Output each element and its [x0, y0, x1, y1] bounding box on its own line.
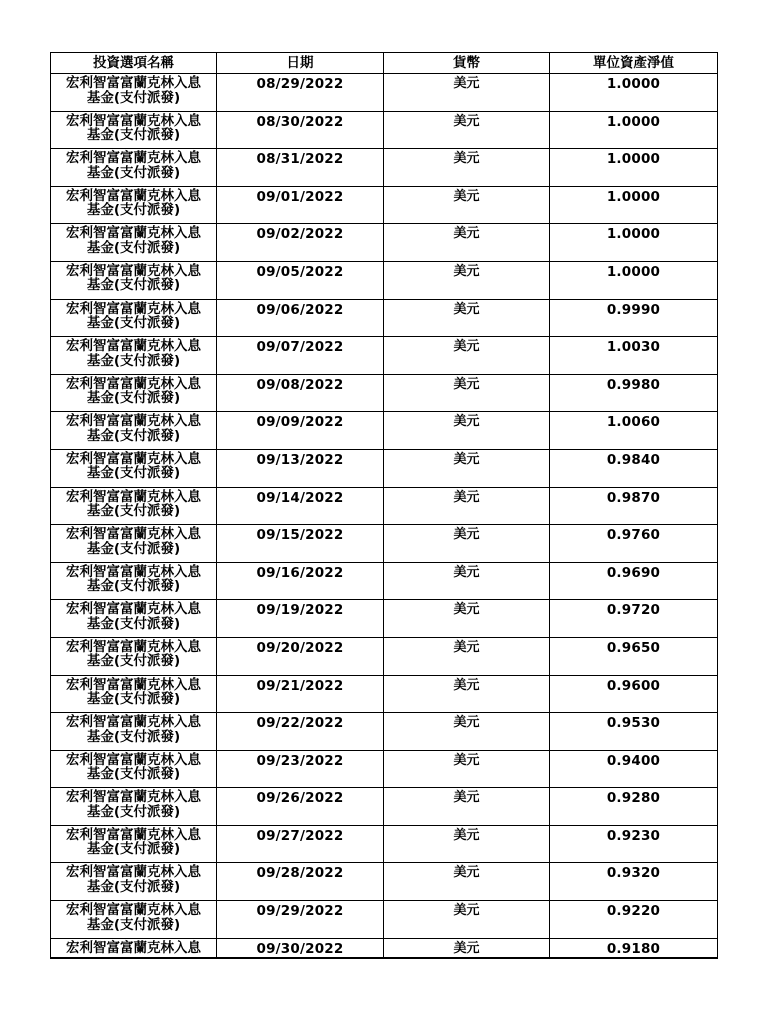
date-cell: 09/15/2022: [217, 525, 384, 563]
unit-nav-cell: 0.9530: [550, 713, 718, 751]
unit-nav-cell: 0.9990: [550, 299, 718, 337]
fund-name-line-1: 宏利智富富蘭克林入息: [66, 526, 201, 543]
currency-cell: 美元: [384, 487, 550, 525]
fund-name-cell: [51, 74, 217, 112]
fund-name-cell: [51, 713, 217, 751]
fund-name-cell: [51, 525, 217, 563]
fund-name-line-2: 基金(支付派發): [86, 540, 181, 557]
fund-name-line-2: 基金(支付派發): [86, 615, 181, 632]
fund-name-line-1: 宏利智富富蘭克林入息: [66, 262, 201, 279]
table-row: [51, 600, 718, 638]
fund-name-line-2: 基金(支付派發): [86, 803, 181, 820]
fund-name-line-1: 宏利智富富蘭克林入息: [66, 714, 201, 731]
table-row: [51, 675, 718, 713]
table-row: [51, 863, 718, 901]
fund-name-line-2: 基金(支付派發): [86, 503, 181, 520]
currency-cell: 美元: [384, 750, 550, 788]
unit-nav-cell: 0.9180: [550, 938, 718, 958]
fund-name-line-1: 宏利智富富蘭克林入息: [66, 187, 201, 204]
fund-name-line-1: 宏利智富富蘭克林入息: [66, 601, 201, 618]
fund-name-line-1: 宏利智富富蘭克林入息: [66, 338, 201, 355]
table-row: [51, 825, 718, 863]
nav-price-table: [50, 52, 718, 959]
fund-name-cell: [51, 600, 217, 638]
fund-name-cell: [51, 412, 217, 450]
fund-name-cell: [51, 449, 217, 487]
fund-name-cell: [51, 487, 217, 525]
date-cell: 09/16/2022: [217, 562, 384, 600]
unit-nav-cell: 0.9650: [550, 637, 718, 675]
date-cell: 09/09/2022: [217, 412, 384, 450]
currency-cell: 美元: [384, 713, 550, 751]
unit-nav-cell: 1.0000: [550, 111, 718, 149]
currency-cell: 美元: [384, 261, 550, 299]
fund-name-cell: [51, 788, 217, 826]
fund-name-line-2: 基金(支付派發): [86, 465, 181, 482]
currency-cell: 美元: [384, 825, 550, 863]
table-row: [51, 111, 718, 149]
fund-name-cell: [51, 111, 217, 149]
unit-nav-cell: 0.9760: [550, 525, 718, 563]
unit-nav-cell: 0.9400: [550, 750, 718, 788]
date-cell: 09/20/2022: [217, 637, 384, 675]
table-row: [51, 74, 718, 112]
fund-name-line-2: 基金(支付派發): [86, 916, 181, 933]
fund-name-line-1: 宏利智富富蘭克林入息: [66, 939, 201, 956]
fund-name-cell: [51, 637, 217, 675]
table-row: [51, 713, 718, 751]
fund-name-line-1: 宏利智富富蘭克林入息: [66, 75, 201, 91]
unit-nav-cell: 0.9690: [550, 562, 718, 600]
unit-nav-cell: 0.9230: [550, 825, 718, 863]
date-cell: 09/30/2022: [217, 938, 384, 958]
fund-name-line-1: 宏利智富富蘭克林入息: [66, 375, 201, 392]
date-cell: 09/28/2022: [217, 863, 384, 901]
fund-name-cell: [51, 938, 217, 958]
fund-name-line-2: 基金(支付派發): [86, 841, 181, 858]
fund-name-line-1: 宏利智富富蘭克林入息: [66, 563, 201, 580]
unit-nav-cell: 1.0000: [550, 149, 718, 187]
currency-cell: 美元: [384, 863, 550, 901]
date-cell: 09/21/2022: [217, 675, 384, 713]
fund-name-line-2: 基金(支付派發): [86, 352, 181, 369]
currency-cell: 美元: [384, 525, 550, 563]
fund-name-line-1: 宏利智富富蘭克林入息: [66, 150, 201, 167]
unit-nav-cell: 1.0000: [550, 186, 718, 224]
fund-name-line-2: 基金(支付派發): [86, 277, 181, 294]
currency-cell: 美元: [384, 938, 550, 958]
table-header: [51, 53, 718, 74]
date-cell: 09/27/2022: [217, 825, 384, 863]
table-body: [51, 74, 718, 959]
fund-name-line-1: 宏利智富富蘭克林入息: [66, 225, 201, 242]
header-fund-name: 投資選項名稱: [51, 53, 217, 74]
date-cell: 09/26/2022: [217, 788, 384, 826]
unit-nav-cell: 0.9600: [550, 675, 718, 713]
fund-name-cell: [51, 750, 217, 788]
table-row: [51, 562, 718, 600]
table-row: [51, 299, 718, 337]
currency-cell: 美元: [384, 412, 550, 450]
fund-name-line-1: 宏利智富富蘭克林入息: [66, 751, 201, 768]
table-row: [51, 149, 718, 187]
fund-name-line-1: 宏利智富富蘭克林入息: [66, 413, 201, 430]
table-row: [51, 224, 718, 262]
fund-name-line-2: 基金(支付派發): [86, 691, 181, 707]
fund-name-line-2: 基金(支付派發): [86, 578, 181, 595]
table-row: [51, 938, 718, 958]
currency-cell: 美元: [384, 186, 550, 224]
fund-name-line-2: 基金(支付派發): [86, 766, 181, 783]
table-row: [51, 901, 718, 939]
date-cell: 09/19/2022: [217, 600, 384, 638]
fund-name-line-1: 宏利智富富蘭克林入息: [66, 450, 201, 467]
date-cell: 09/02/2022: [217, 224, 384, 262]
table-row: [51, 412, 718, 450]
currency-cell: 美元: [384, 562, 550, 600]
fund-name-line-2: 基金(支付派發): [86, 878, 181, 895]
fund-name-cell: [51, 562, 217, 600]
header-unit-nav: 單位資產淨值: [550, 53, 718, 74]
currency-cell: 美元: [384, 637, 550, 675]
date-cell: 09/22/2022: [217, 713, 384, 751]
fund-name-cell: [51, 901, 217, 939]
fund-name-line-2: 基金(支付派發): [86, 315, 181, 332]
fund-name-cell: [51, 863, 217, 901]
fund-name-line-1: 宏利智富富蘭克林入息: [66, 676, 201, 693]
unit-nav-cell: 0.9720: [550, 600, 718, 638]
table-row: [51, 487, 718, 525]
unit-nav-cell: 1.0000: [550, 261, 718, 299]
fund-name-cell: [51, 261, 217, 299]
unit-nav-cell: 0.9280: [550, 788, 718, 826]
fund-name-cell: [51, 825, 217, 863]
header-row: [51, 53, 718, 74]
fund-name-line-2: 基金(支付派發): [86, 89, 181, 106]
currency-cell: 美元: [384, 299, 550, 337]
fund-name-line-2: 基金(支付派發): [86, 390, 181, 407]
table-row: [51, 261, 718, 299]
unit-nav-cell: 0.9840: [550, 449, 718, 487]
date-cell: 08/29/2022: [217, 74, 384, 112]
fund-name-line-1: 宏利智富富蘭克林入息: [66, 112, 201, 129]
currency-cell: 美元: [384, 374, 550, 412]
fund-name-line-1: 宏利智富富蘭克林入息: [66, 902, 201, 919]
table-row: [51, 525, 718, 563]
fund-name-line-2: 基金(支付派發): [86, 728, 181, 745]
unit-nav-cell: 1.0030: [550, 337, 718, 375]
table-row: [51, 449, 718, 487]
fund-name-line-2: 基金(支付派發): [86, 239, 181, 256]
fund-name-line-2: 基金(支付派發): [86, 427, 181, 444]
unit-nav-cell: 0.9980: [550, 374, 718, 412]
fund-name-line-2: 基金(支付派發): [86, 164, 181, 181]
header-currency: 貨幣: [384, 53, 550, 74]
fund-name-line-2: 基金(支付派發): [86, 127, 181, 144]
fund-name-line-1: 宏利智富富蘭克林入息: [66, 864, 201, 881]
currency-cell: 美元: [384, 111, 550, 149]
fund-name-line-1: 宏利智富富蘭克林入息: [66, 300, 201, 317]
unit-nav-cell: 0.9220: [550, 901, 718, 939]
fund-name-cell: [51, 374, 217, 412]
header-date: 日期: [217, 53, 384, 74]
table-row: [51, 750, 718, 788]
date-cell: 09/01/2022: [217, 186, 384, 224]
currency-cell: 美元: [384, 788, 550, 826]
currency-cell: 美元: [384, 337, 550, 375]
date-cell: 08/30/2022: [217, 111, 384, 149]
fund-name-line-1: 宏利智富富蘭克林入息: [66, 826, 201, 843]
table-row: [51, 337, 718, 375]
date-cell: 09/14/2022: [217, 487, 384, 525]
date-cell: 09/23/2022: [217, 750, 384, 788]
unit-nav-cell: 1.0000: [550, 224, 718, 262]
fund-name-cell: [51, 186, 217, 224]
date-cell: 09/13/2022: [217, 449, 384, 487]
fund-name-cell: [51, 675, 217, 713]
currency-cell: 美元: [384, 149, 550, 187]
table-row: [51, 186, 718, 224]
currency-cell: 美元: [384, 600, 550, 638]
fund-name-cell: [51, 299, 217, 337]
date-cell: 09/07/2022: [217, 337, 384, 375]
date-cell: 08/31/2022: [217, 149, 384, 187]
unit-nav-cell: 0.9870: [550, 487, 718, 525]
date-cell: 09/29/2022: [217, 901, 384, 939]
unit-nav-cell: 1.0000: [550, 74, 718, 112]
fund-name-line-1: 宏利智富富蘭克林入息: [66, 488, 201, 505]
fund-name-cell: [51, 149, 217, 187]
currency-cell: 美元: [384, 901, 550, 939]
fund-name-line-1: 宏利智富富蘭克林入息: [66, 638, 201, 655]
unit-nav-cell: 0.9320: [550, 863, 718, 901]
currency-cell: 美元: [384, 224, 550, 262]
date-cell: 09/05/2022: [217, 261, 384, 299]
table-row: [51, 788, 718, 826]
fund-name-cell: [51, 224, 217, 262]
currency-cell: 美元: [384, 675, 550, 713]
currency-cell: 美元: [384, 449, 550, 487]
fund-name-line-2: 基金(支付派發): [86, 653, 181, 670]
unit-nav-cell: 1.0060: [550, 412, 718, 450]
table-row: [51, 374, 718, 412]
fund-name-line-1: 宏利智富富蘭克林入息: [66, 789, 201, 806]
date-cell: 09/06/2022: [217, 299, 384, 337]
fund-name-line-2: 基金(支付派發): [86, 202, 181, 219]
currency-cell: 美元: [384, 74, 550, 112]
fund-name-cell: [51, 337, 217, 375]
date-cell: 09/08/2022: [217, 374, 384, 412]
table-row: [51, 637, 718, 675]
